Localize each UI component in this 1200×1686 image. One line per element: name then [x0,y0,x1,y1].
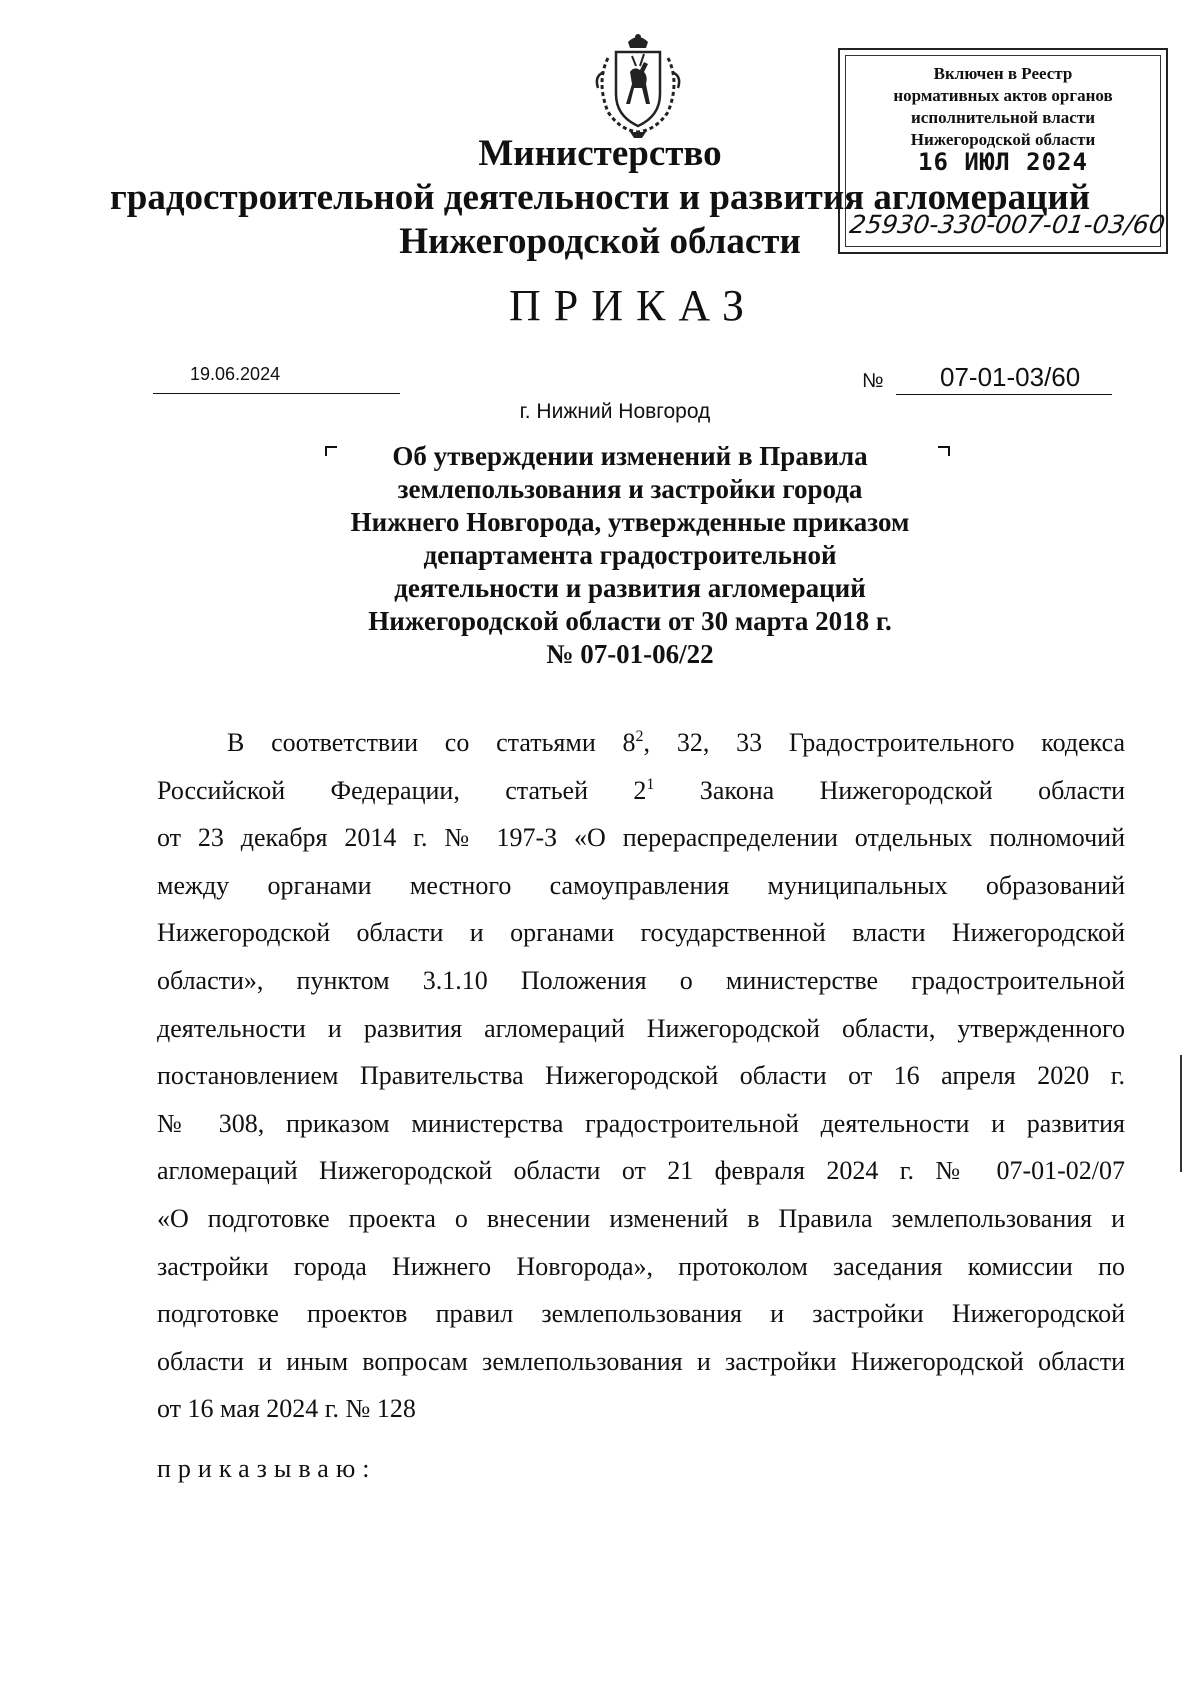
body-line: подготовке проектов правил землепользования и застройки Нижегородской [157,1299,1125,1328]
body-line: области и иным вопросам землепользования и застройки Нижегородской области [157,1347,1125,1376]
body-line: застройки города Нижнего Новгорода», протоколом заседания комиссии по [157,1252,1125,1281]
body-line: постановлением Правительства Нижегородской области от 16 апреля 2020 г. [157,1061,1125,1090]
order-date: 19.06.2024 [190,364,281,384]
body-text: В соответствии со статьями 8 [227,728,636,757]
subject-line: Нижегородской области от 30 марта 2018 г. [368,606,892,636]
date-underline [153,393,400,394]
body-line: области», пунктом 3.1.10 Положения о министерстве градостроительной [157,966,1125,995]
stamp-line: нормативных актов органов [893,86,1113,105]
body-text: Российской Федерации, статьей 2 [157,776,647,805]
number-underline [896,394,1112,395]
order-number: 07-01-03/60 [940,362,1081,392]
coat-of-arms-emblem [590,32,686,138]
ministry-line-1: Министерство [478,133,722,174]
stamp-registry-number: 25930-330-007-01-03/60 [847,210,1167,239]
body-line [227,728,1125,758]
ministry-line-3: Нижегородской области [399,221,801,262]
order-subject [0,440,1200,671]
body-line: № 308, приказом министерства градостроительной деятельности и развития [157,1109,1125,1138]
subject-line: Об утверждении изменений в Правила [392,441,868,471]
body-text: Закона Нижегородской области [654,776,1126,805]
body-line: деятельности и развития агломераций Нижегородской области, утвержденного [157,1014,1125,1043]
body-line [157,776,1125,806]
body-line: от 23 декабря 2014 г. № 197-З «О перераспределении отдельных полномочий [157,823,1125,852]
stamp-line: исполнительной власти [911,108,1095,127]
body-line: «О подготовке проекта о внесении изменений в Правила землепользования и [157,1204,1125,1233]
body-text: , 32, 33 Градостроительного кодекса [643,728,1125,757]
superscript: 2 [635,728,644,745]
body-line: агломераций Нижегородской области от 21 февраля 2024 г. № 07-01-02/07 [157,1156,1125,1185]
stamp-date: 16 ИЮЛ 2024 [918,148,1088,176]
margin-mark [1180,1055,1182,1172]
stamp-line: Нижегородской области [910,130,1096,149]
subject-line: деятельности и развития агломераций [394,573,866,603]
document-type-title: ПРИКАЗ [508,281,758,330]
decree-word: приказываю: [157,1454,377,1483]
superscript: 1 [646,776,655,793]
city-name: г. Нижний Новгород [519,400,711,423]
ministry-line-2: градостроительной деятельности и развития агломераций [109,177,1091,218]
stamp-line: Включен в Реестр [933,64,1073,83]
body-line: от 16 мая 2024 г. № 128 [157,1394,416,1423]
subject-line: землепользования и застройки города [397,474,863,504]
body-line: Нижегородской области и органами государственной власти Нижегородской [157,918,1125,947]
body-line: между органами местного самоуправления муниципальных образований [157,871,1125,900]
subject-line: № 07-01-06/22 [546,639,714,669]
number-label: № [862,370,884,392]
subject-line: департамента градостроительной [423,540,837,570]
subject-line: Нижнего Новгорода, утвержденные приказом [350,507,910,537]
